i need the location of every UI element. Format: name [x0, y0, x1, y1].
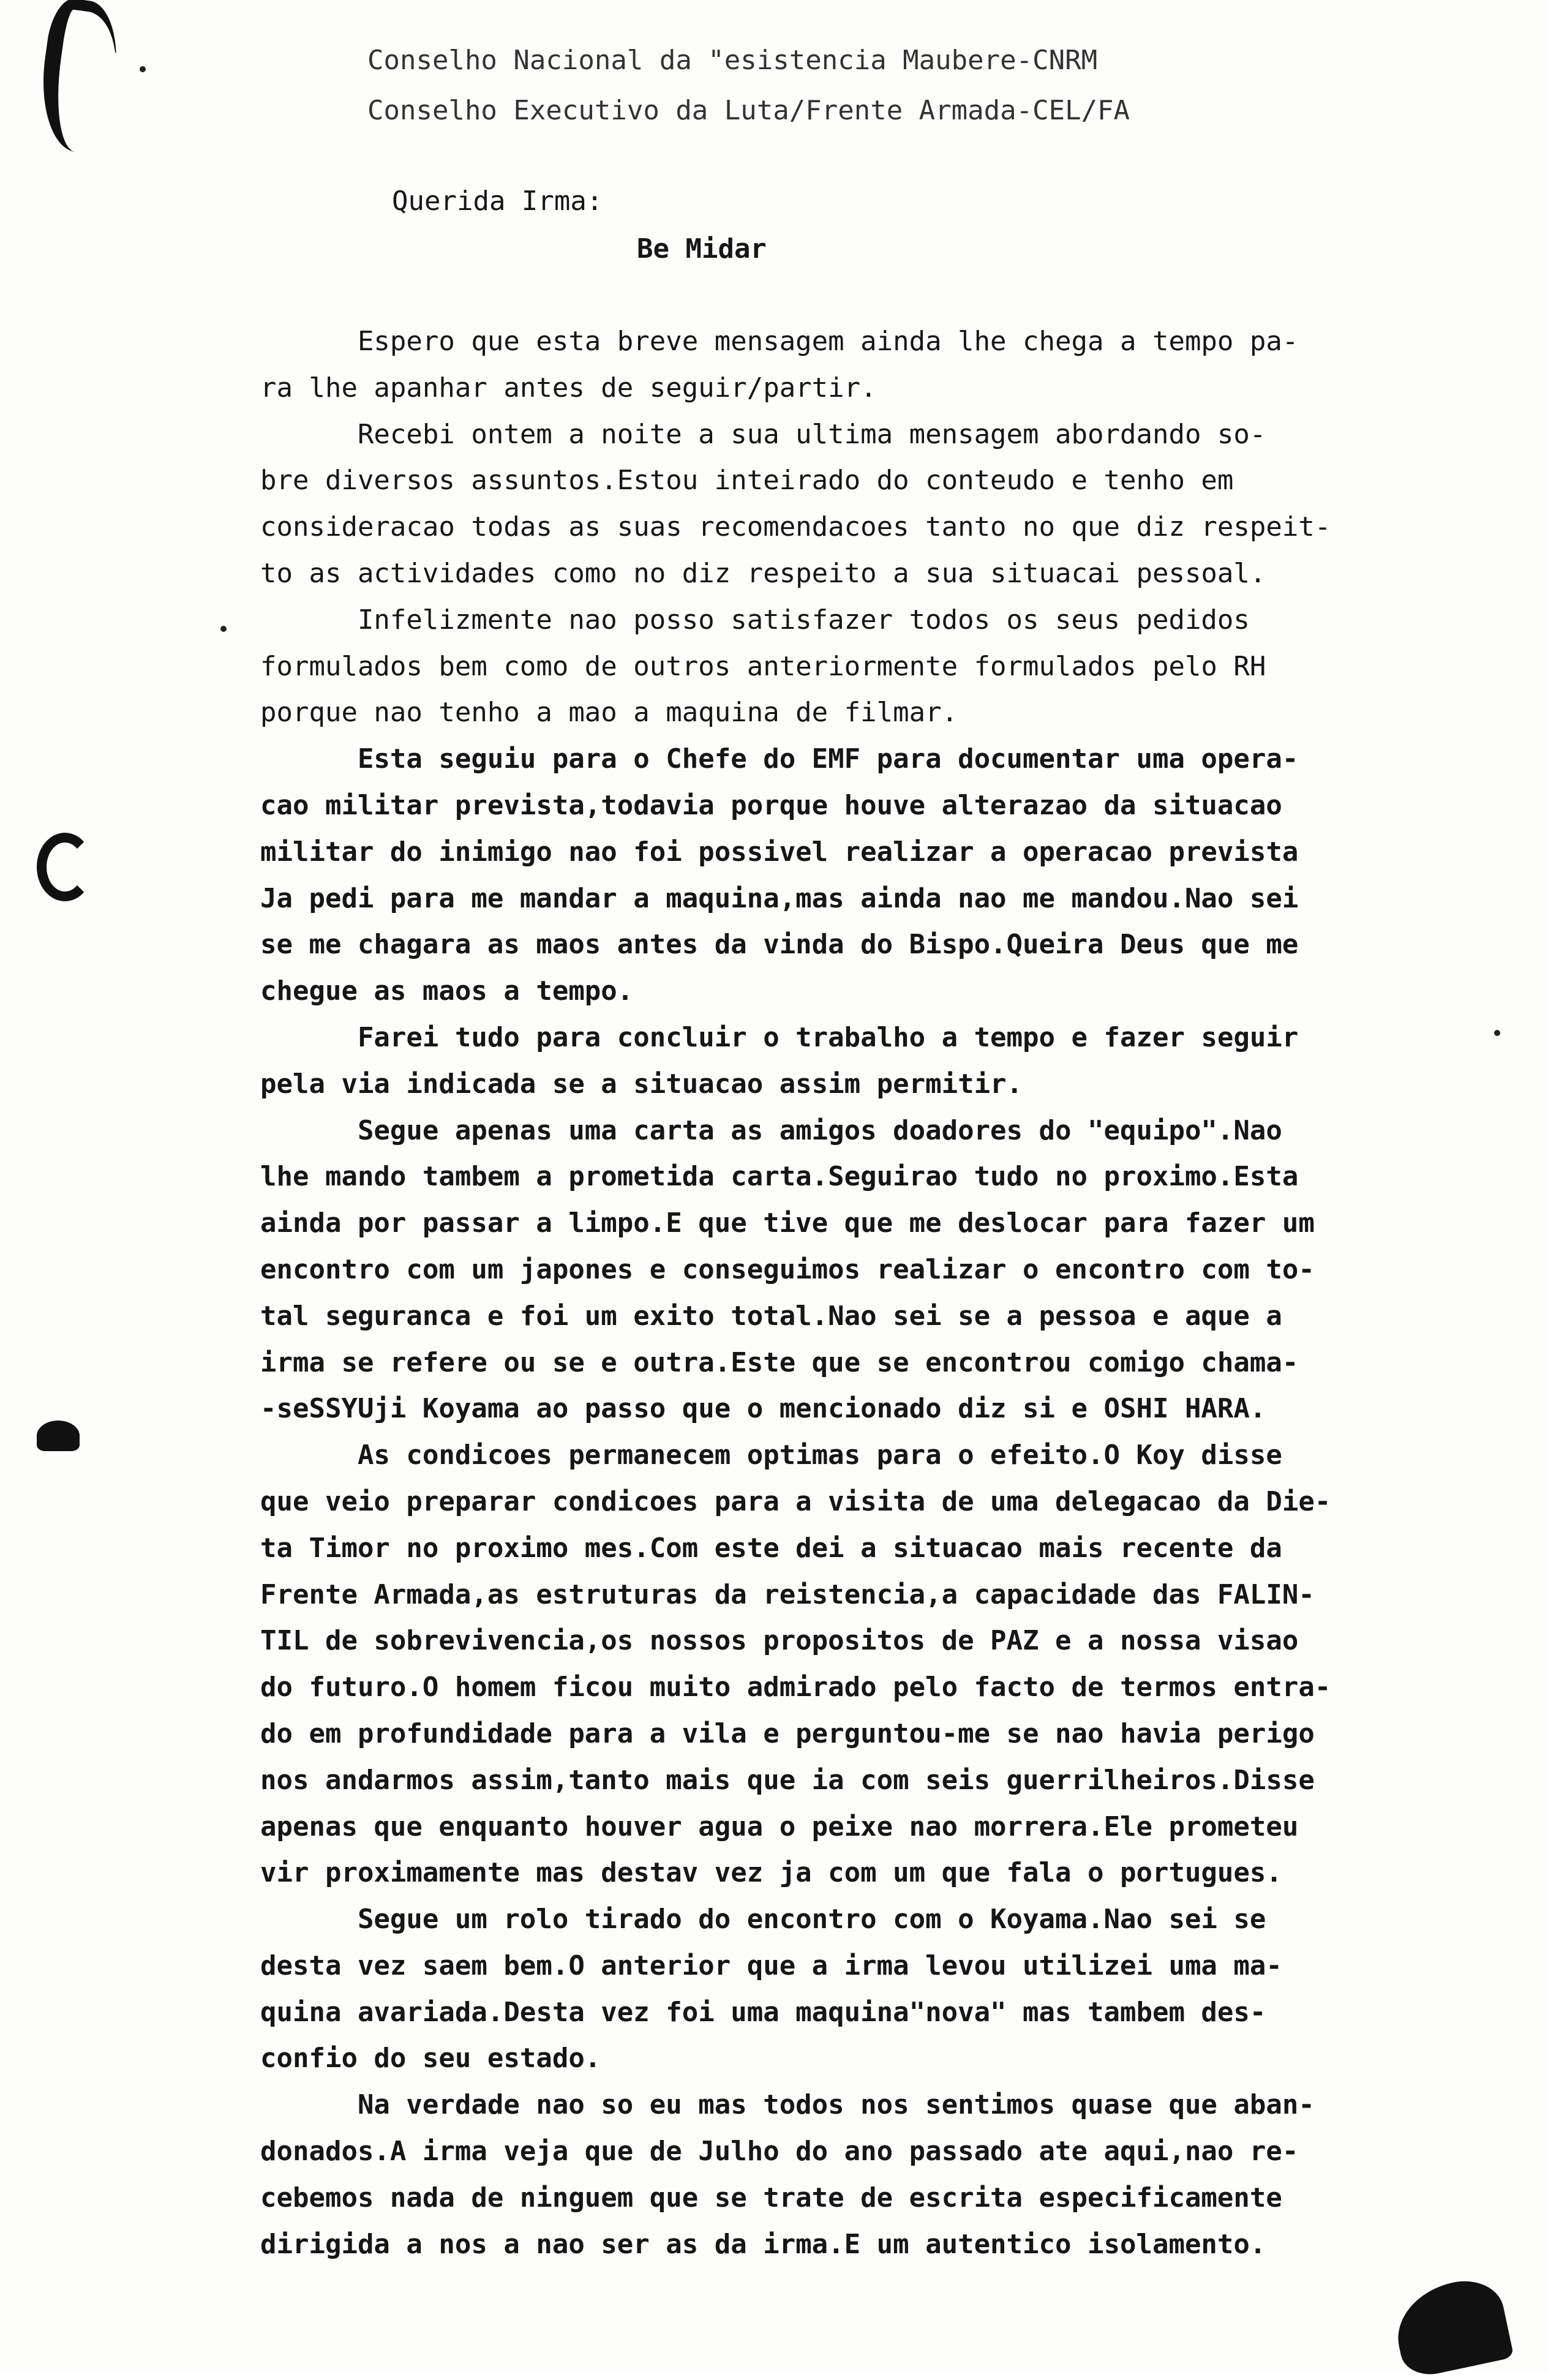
- body-line: Ja pedi para me mandar a maquina,mas ainda nao me mandou.Nao sei: [260, 882, 1299, 914]
- body-line: militar do inimigo nao foi possivel realizar a operacao prevista: [260, 836, 1299, 868]
- body-line: tal seguranca e foi um exito total.Nao sei se a pessoa e aque a: [260, 1300, 1282, 1332]
- body-line: vir proximamente mas destav vez ja com um que fala o portugues.: [260, 1857, 1282, 1889]
- body-line: ra lhe apanhar antes de seguir/partir.: [260, 372, 877, 404]
- body-line: quina avariada.Desta vez foi uma maquina"nova" mas tambem des-: [260, 1996, 1266, 2028]
- body-line: nos andarmos assim,tanto mais que ia com seis guerrilheiros.Disse: [260, 1764, 1315, 1796]
- body-line: -seSSYUji Koyama ao passo que o mencionado diz si e OSHI HARA.: [260, 1393, 1266, 1425]
- scan-mark: [37, 833, 93, 901]
- scan-mark: [1388, 2273, 1514, 2380]
- body-line: Segue um rolo tirado do encontro com o Koyama.Nao sei se: [260, 1904, 1266, 1935]
- scan-mark: [37, 1421, 80, 1451]
- body-line: do futuro.O homem ficou muito admirado pelo facto de termos entra-: [260, 1672, 1331, 1703]
- recipient-name: Be Midar: [637, 233, 767, 265]
- scan-dot: [220, 626, 227, 632]
- letterhead-line: Conselho Executivo da Luta/Frente Armada-CEL/FA: [367, 95, 1130, 126]
- body-line: do em profundidade para a vila e perguntou-me se nao havia perigo: [260, 1717, 1315, 1749]
- body-line: to as actividades como no diz respeito a sua situacai pessoal.: [260, 557, 1266, 589]
- body-line: formulados bem como de outros anteriormente formulados pelo RH: [260, 650, 1266, 682]
- letterhead: [367, 36, 1130, 136]
- body-line: desta vez saem bem.O anterior que a irma levou utilizei uma ma-: [260, 1950, 1282, 1981]
- body-line: encontro com um japones e conseguimos realizar o encontro com to-: [260, 1253, 1315, 1285]
- body-line: As condicoes permanecem optimas para o efeito.O Koy disse: [260, 1440, 1282, 1471]
- greeting: Querida Irma:: [392, 186, 603, 217]
- body-line: Segue apenas uma carta as amigos doadores do "equipo".Nao: [260, 1114, 1282, 1146]
- body-line: Frente Armada,as estruturas da reistencia,a capacidade das FALIN-: [260, 1579, 1315, 1610]
- body-line: irma se refere ou se e outra.Este que se encontrou comigo chama-: [260, 1346, 1299, 1378]
- body-line: Espero que esta breve mensagem ainda lhe chega a tempo pa-: [260, 326, 1299, 357]
- body-line: pela via indicada se a situacao assim permitir.: [260, 1068, 1023, 1100]
- body-line: chegue as maos a tempo.: [260, 975, 634, 1007]
- body-line: se me chagara as maos antes da vinda do Bispo.Queira Deus que me: [260, 929, 1299, 961]
- body-line: TIL de sobrevivencia,os nossos propositos de PAZ e a nossa visao: [260, 1625, 1299, 1657]
- salutation: [392, 178, 767, 273]
- body-line: Farei tudo para concluir o trabalho a tempo e fazer seguir: [260, 1021, 1299, 1053]
- letter-body: [260, 318, 1497, 2267]
- body-line: lhe mando tambem a prometida carta.Seguirao tudo no proximo.Esta: [260, 1161, 1299, 1193]
- body-line: Recebi ontem a noite a sua ultima mensagem abordando so-: [260, 418, 1266, 450]
- body-line: apenas que enquanto houver agua o peixe nao morrera.Ele prometeu: [260, 1811, 1299, 1842]
- body-line: Na verdade nao so eu mas todos nos sentimos quase que aban-: [260, 2089, 1315, 2121]
- body-line: que veio preparar condicoes para a visita de uma delegacao da Die-: [260, 1485, 1331, 1517]
- body-line: Esta seguiu para o Chefe do EMF para documentar uma opera-: [260, 743, 1299, 775]
- body-line: dirigida a nos a nao ser as da irma.E um autentico isolamento.: [260, 2228, 1266, 2260]
- body-line: Infelizmente nao posso satisfazer todos os seus pedidos: [260, 604, 1250, 636]
- body-line: cebemos nada de ninguem que se trate de escrita especificamente: [260, 2182, 1282, 2213]
- body-line: confio do seu estado.: [260, 2043, 601, 2074]
- letterhead-line: Conselho Nacional da "esistencia Maubere-CNRM: [367, 45, 1098, 76]
- body-line: consideracao todas as suas recomendacoes tanto no que diz respeit-: [260, 511, 1331, 543]
- body-line: ainda por passar a limpo.E que tive que me deslocar para fazer um: [260, 1207, 1315, 1239]
- body-line: donados.A irma veja que de Julho do ano passado ate aqui,nao re-: [260, 2136, 1299, 2168]
- body-line: cao militar prevista,todavia porque houve alterazao da situacao: [260, 789, 1282, 821]
- scan-dot: [140, 66, 146, 72]
- body-line: bre diversos assuntos.Estou inteirado do conteudo e tenho em: [260, 465, 1234, 497]
- body-line: ta Timor no proximo mes.Com este dei a situacao mais recente da: [260, 1532, 1282, 1564]
- body-line: porque nao tenho a mao a maquina de filmar.: [260, 697, 958, 729]
- scan-mark: [32, 0, 125, 156]
